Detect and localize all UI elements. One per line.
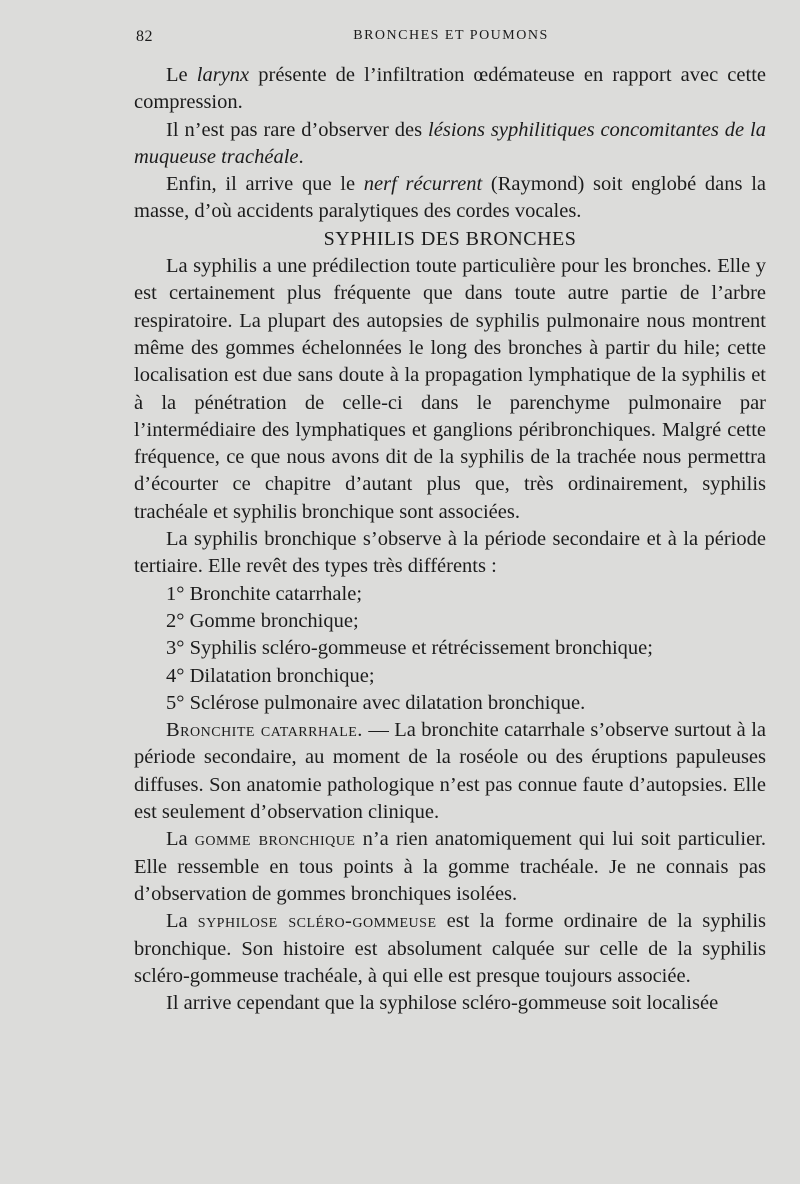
list-item: 3° Syphilis scléro-gommeuse et rétrécissement bronchique; <box>166 637 653 660</box>
running-title: BRONCHES ET POUMONS <box>353 28 549 43</box>
small-caps-term: gomme bronchique <box>194 828 356 851</box>
small-caps-term: syphilose scléro-gommeuse <box>197 910 437 933</box>
page-number: 82 <box>136 28 153 45</box>
list-item: 5° Sclérose pulmonaire avec dilatation bronchique. <box>166 691 586 714</box>
list-item: 2° Gomme bronchique; <box>166 609 359 632</box>
text-run: Le <box>166 64 197 86</box>
italic-term: nerf récurrent <box>363 173 483 196</box>
text-run: Enfin, il arrive que le <box>166 173 364 196</box>
text-run: Il n’est pas rare d’observer des <box>166 118 429 141</box>
running-head <box>136 28 766 52</box>
paragraph-localisee: Il arrive cependant que la syphilose scléro-gommeuse soit localisée <box>166 992 719 1015</box>
paragraph-syphilose <box>134 908 766 990</box>
small-caps-term: Bronchite catarrhale. <box>166 719 363 742</box>
paragraph-nerf-recurrent <box>134 171 766 226</box>
paragraph-larynx <box>134 62 766 117</box>
text-run: La <box>166 828 195 851</box>
paragraph-periode: La syphilis bronchique s’observe à la période secondaire et à la période tertiaire. Elle revêt des types très différents : <box>134 528 766 578</box>
paragraph-gomme-bronchique <box>134 826 766 908</box>
list-item: 4° Dilatation bronchique; <box>166 664 375 687</box>
text-run: présente de l’infiltration œdémateuse en rapport avec cette compression. <box>134 64 766 114</box>
list-item: 1° Bronchite catarrhale; <box>166 582 363 605</box>
text-run: est la forme ordinaire de la syphilis bronchique. Son histoire est absolument calquée sur celle de la syphilis scléro-gommeuse trachéale, à qui elle est presque toujours associée. <box>134 910 767 987</box>
paragraph-bronchite-catarrhale <box>134 717 766 826</box>
italic-term: larynx <box>196 64 250 86</box>
section-title: SYPHILIS DES BRONCHES <box>323 227 577 250</box>
paragraph-predilection: La syphilis a une prédilection toute particulière pour les bronches. Elle y est certainement plus fréquente que dans toute autre partie de l’arbre respiratoire. La plupart des autopsies de syphilis pulmonaire nous montrent même des gommes échelonnées le long des bronches à partir du hile; cette localisation est due sans doute à la propagation lymphatique de la syphilis et à la pénétration de celle-ci dans le parenchyme pulmonaire par l’intermédiaire des lymphatiques et ganglions péribronchiques. Malgré cette fréquence, ce que nous avons dit de la syphilis de la trachée nous permettra d’écourter ce chapitre d’autant plus que, très ordinairement, syphilis trachéale et syphilis bronchique sont associées. <box>134 255 766 523</box>
body-text <box>134 62 766 1017</box>
text-run: . <box>298 145 304 168</box>
text-run: La <box>166 910 198 933</box>
italic-term: lésions syphilitiques concomitantes de la muqueuse trachéale <box>134 118 767 168</box>
text-run: — La bronchite catarrhale s’observe surtout à la période secondaire, au moment de la roséole ou des éruptions papuleuses diffuses. Son anatomie pathologique n’est pas connue faute d’autopsies. Elle est seulement d’observation clinique. <box>134 719 766 824</box>
paragraph-lesions <box>134 117 766 172</box>
text-run: (Raymond) soit englobé dans la masse, d’où accidents paralytiques des cordes vocales. <box>134 173 766 223</box>
text-run: n’a rien anatomiquement qui lui soit particulier. Elle ressemble en tous points à la gomme trachéale. Je ne connais pas d’observation de gommes bronchiques isolées. <box>134 828 766 905</box>
